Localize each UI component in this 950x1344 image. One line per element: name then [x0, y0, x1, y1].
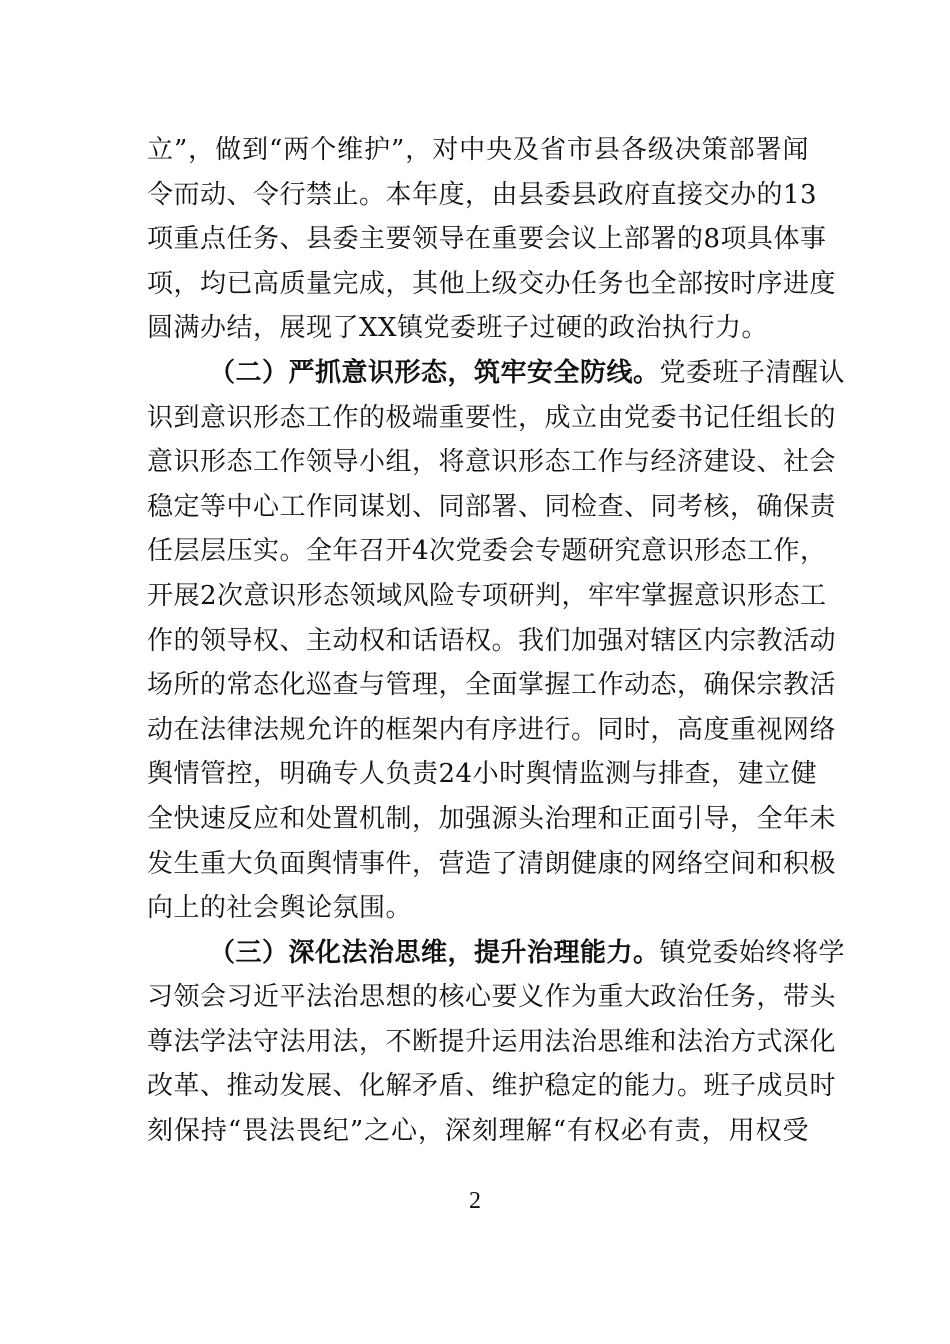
text-line: 项重点任务、县委主要领导在重要会议上部署的8项具体事	[147, 224, 827, 255]
text-line: 意识形态工作领导小组，将意识形态工作与经济建设、社会	[147, 447, 837, 478]
text-line: 向上的社会舆论氛围。	[147, 893, 413, 924]
paragraph-ideology	[147, 351, 846, 931]
text-line: 作的领导权、主动权和话语权。我们加强对辖区内宗教活动	[147, 625, 837, 656]
text-line: 舆情管控，明确专人负责24小时舆情监测与排查，建立健	[147, 759, 818, 790]
text-line: 项，均已高质量完成，其他上级交办任务也全部按时序进度	[147, 268, 837, 299]
text-run: 镇党委始终将学	[659, 937, 846, 968]
text-line: 圆满办结，展现了XX镇党委班子过硬的政治执行力。	[147, 313, 769, 344]
section-heading: （二）严抓意识形态，筑牢安全防线。	[209, 357, 660, 388]
paragraph-rule-of-law	[147, 931, 846, 1154]
text-line: 稳定等中心工作同谋划、同部署、同检查、同考核，确保责	[147, 491, 837, 522]
text-line: 立”，做到“两个维护”，对中央及省市县各级决策部署闻	[147, 135, 809, 165]
page-number: 2	[469, 1188, 481, 1214]
text-line: 令而动、令行禁止。本年度，由县委县政府直接交办的13	[147, 179, 818, 210]
paragraph-first-line	[147, 931, 846, 976]
text-line: 动在法律法规允许的框架内有序进行。同时，高度重视网络	[147, 714, 837, 745]
text-line: 场所的常态化巡查与管理，全面掌握工作动态，确保宗教活	[147, 670, 837, 701]
paragraph-continuation	[147, 128, 837, 351]
text-line: 尊法学法守法用法，不断提升运用法治思维和法治方式深化	[147, 1026, 837, 1057]
text-line: 刻保持“畏法畏纪”之心，深刻理解“有权必有责，用权受	[147, 1116, 809, 1147]
text-line: 习领会习近平法治思想的核心要义作为重大政治任务，带头	[147, 982, 837, 1013]
document-body	[147, 128, 846, 1154]
text-run: 党委班子清醒认	[659, 357, 846, 388]
text-line: 发生重大负面舆情事件，营造了清朗健康的网络空间和积极	[147, 848, 837, 879]
text-line: 全快速反应和处置机制，加强源头治理和正面引导，全年未	[147, 803, 837, 834]
section-heading: （三）深化法治思维，提升治理能力。	[209, 937, 660, 968]
text-line: 识到意识形态工作的极端重要性，成立由党委书记任组长的	[147, 402, 837, 433]
text-line: 改革、推动发展、化解矛盾、维护稳定的能力。班子成员时	[147, 1071, 837, 1102]
text-line: 任层层压实。全年召开4次党委会专题研究意识形态工作，	[147, 536, 827, 567]
text-line: 开展2次意识形态领域风险专项研判，牢牢掌握意识形态工	[147, 580, 827, 611]
paragraph-first-line	[147, 351, 846, 396]
